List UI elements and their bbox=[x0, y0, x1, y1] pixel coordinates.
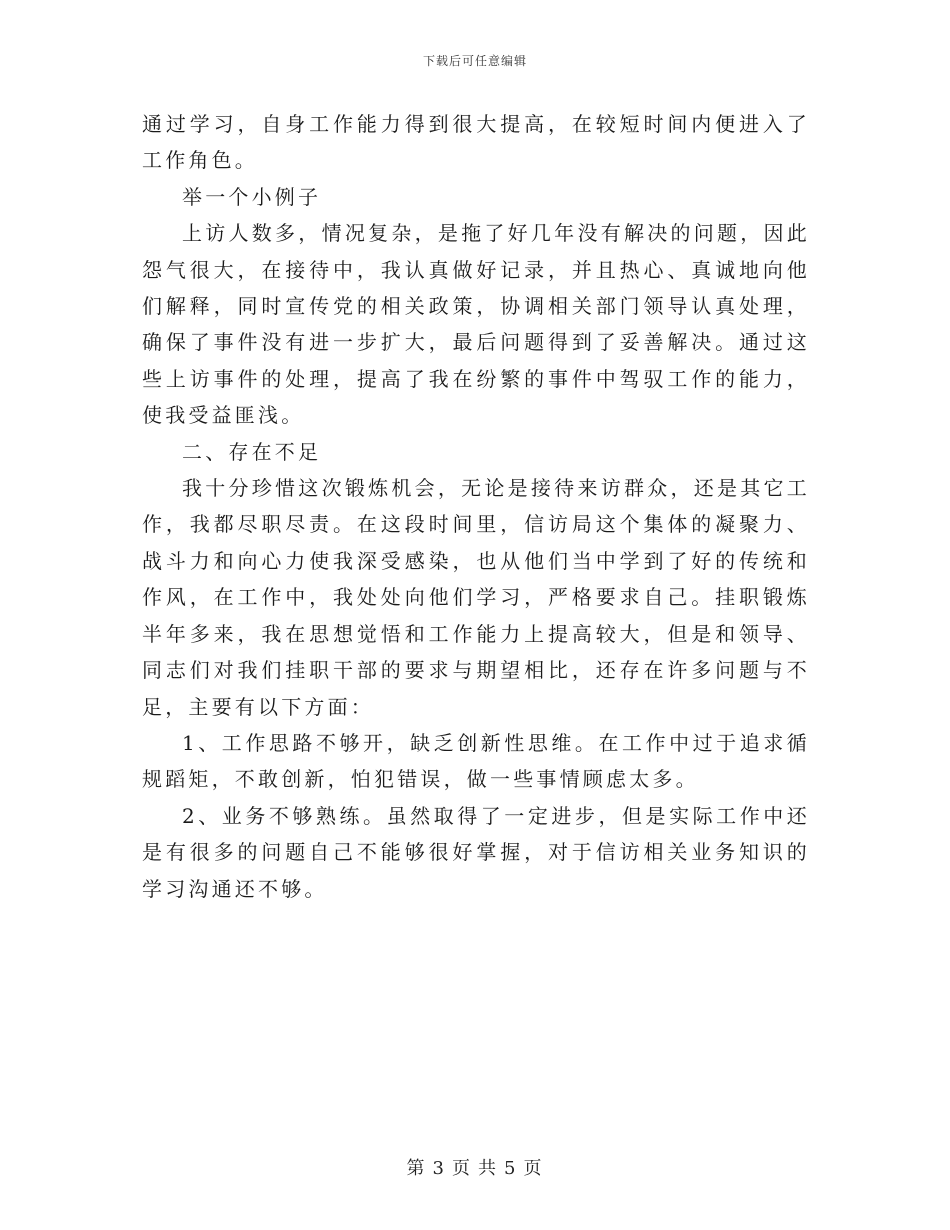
paragraph-5: 我十分珍惜这次锻炼机会，无论是接待来访群众，还是其它工作，我都尽职尽责。在这段时间里，信访局这个集体的凝聚力、战斗力和向心力使我深受感染，也从他们当中学到了好的传统和作风，在工作中，我处处向他们学习，严格要求自己。挂职锻炼半年多来，我在思想觉悟和工作能力上提高较大，但是和领导、同志们对我们挂职干部的要求与期望相比，还存在许多问题与不足，主要有以下方面： bbox=[142, 476, 810, 719]
header-note: 下载后可任意编辑 bbox=[422, 54, 527, 68]
footer-label-total: 共 bbox=[478, 1158, 498, 1179]
footer-current-page: 3 bbox=[432, 1158, 446, 1179]
list-item-1: 1、工作思路不够开，缺乏创新性思维。在工作中过于追求循规蹈矩，不敢创新，怕犯错误，做一些事情顾虑太多。 bbox=[142, 730, 810, 792]
body-text bbox=[142, 106, 810, 907]
footer-label-page: 第 bbox=[406, 1158, 427, 1179]
footer-label-unit2: 页 bbox=[523, 1158, 544, 1179]
list-item-2: 2、业务不够熟练。虽然取得了一定进步，但是实际工作中还是有很多的问题自己不能够很好掌握，对于信访相关业务知识的学习沟通还不够。 bbox=[142, 803, 810, 901]
paragraph-3: 上访人数多，情况复杂，是拖了好几年没有解决的问题，因此怨气很大，在接待中，我认真做好记录，并且热心、真诚地向他们解释，同时宣传党的相关政策，协调相关部门领导认真处理，确保了事件没有进一步扩大，最后问题得到了妥善解决。通过这些上访事件的处理，提高了我在纷繁的事件中驾驭工作的能力，使我受益匪浅。 bbox=[142, 221, 810, 428]
footer-total-pages: 5 bbox=[504, 1158, 518, 1179]
paragraph-1: 通过学习，自身工作能力得到很大提高，在较短时间内便进入了工作角色。 bbox=[142, 112, 810, 173]
page-number-footer bbox=[0, 1154, 950, 1180]
paragraph-2: 举一个小例子 bbox=[182, 184, 322, 209]
footer-label-unit: 页 bbox=[452, 1158, 472, 1179]
section-heading-shortcomings: 二、存在不足 bbox=[182, 439, 322, 464]
